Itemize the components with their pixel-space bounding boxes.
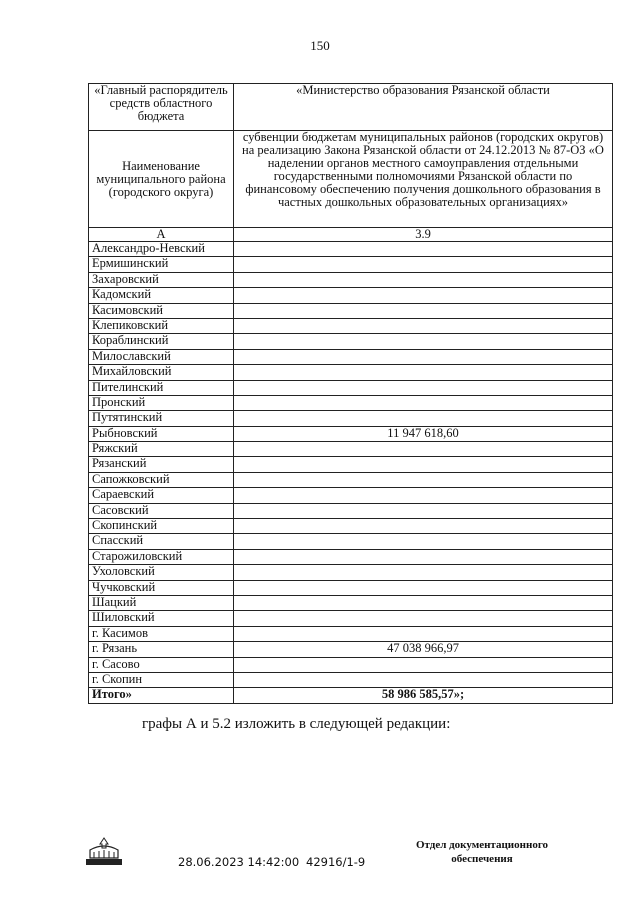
table-row: [89, 242, 613, 257]
subsidy-amount: [234, 365, 613, 380]
header-distributor-value: «Министерство образования Рязанской области: [234, 84, 613, 131]
municipality-name: Путятинский: [89, 411, 234, 426]
subsidy-amount: [234, 242, 613, 257]
municipality-name: Чучковский: [89, 580, 234, 595]
table-row: [89, 426, 613, 441]
table-row: [89, 365, 613, 380]
subsidy-amount: [234, 457, 613, 472]
subsidy-amount: [234, 503, 613, 518]
header-distributor-label: «Главный распорядитель средств областного бюджета: [89, 84, 234, 131]
municipality-name: Милославский: [89, 349, 234, 364]
total-row: [89, 688, 613, 703]
total-amount: 58 986 585,57»;: [234, 688, 613, 703]
footer-department-stamp: Отдел документационного обеспечения: [415, 839, 549, 865]
subsidy-amount: [234, 519, 613, 534]
table-row: [89, 549, 613, 564]
subsidy-amount: [234, 565, 613, 580]
subsidy-amount: [234, 395, 613, 410]
total-label: Итого»: [89, 688, 234, 703]
footer-document-code: 42916/1-9: [306, 855, 366, 869]
table-row: [89, 672, 613, 687]
municipality-name: Сараевский: [89, 488, 234, 503]
table-row: [89, 488, 613, 503]
subsidy-amount: [234, 626, 613, 641]
subsidy-amount: [234, 657, 613, 672]
budget-table: [88, 83, 613, 704]
table-row: [89, 534, 613, 549]
subsidy-amount: [234, 442, 613, 457]
municipality-name: г. Сасово: [89, 657, 234, 672]
table-row: [89, 503, 613, 518]
footer-date: 28.06.2023 14:42:00: [178, 855, 300, 869]
page-number: 150: [310, 38, 330, 53]
subsidy-amount: [234, 672, 613, 687]
subsidy-amount: [234, 318, 613, 333]
subsidy-amount: [234, 411, 613, 426]
column-letters-row: [89, 228, 613, 242]
table-row: [89, 334, 613, 349]
table-row: [89, 411, 613, 426]
table-row: [89, 565, 613, 580]
municipality-name: Рыбновский: [89, 426, 234, 441]
municipality-name: Сапожковский: [89, 472, 234, 487]
header-subsidy-description: субвенции бюджетам муниципальных районов (городских округов) на реализацию Закона Рязанской области от 24.12.2013 № 87-ОЗ «О наделении органов местного самоуправления отдельными государственными полномочиями Рязанской области по финансовому обеспечению получения дошкольного образования в частных дошкольных образовательных организациях»: [234, 131, 613, 228]
subsidy-amount: [234, 595, 613, 610]
subsidy-amount: [234, 288, 613, 303]
subsidy-amount: [234, 257, 613, 272]
amendment-note: графы А и 5.2 изложить в следующей редакции:: [142, 716, 451, 732]
table-row: [89, 657, 613, 672]
subsidy-amount: [234, 611, 613, 626]
municipality-name: Александро-Невский: [89, 242, 234, 257]
table-row: [89, 611, 613, 626]
table-row: [89, 519, 613, 534]
column-letter-a: А: [89, 228, 234, 242]
subsidy-amount: [234, 534, 613, 549]
table-row: [89, 595, 613, 610]
table-row: [89, 580, 613, 595]
municipality-name: Ряжский: [89, 442, 234, 457]
table-row: [89, 380, 613, 395]
municipality-name: Пителинский: [89, 380, 234, 395]
municipality-name: Сасовский: [89, 503, 234, 518]
municipality-name: Кадомский: [89, 288, 234, 303]
municipality-name: Кораблинский: [89, 334, 234, 349]
coat-of-arms-logo: [82, 836, 126, 868]
municipality-name: г. Скопин: [89, 672, 234, 687]
header-row-1: [89, 84, 613, 131]
municipality-name: Касимовский: [89, 303, 234, 318]
subsidy-amount: [234, 380, 613, 395]
subsidy-amount: [234, 272, 613, 287]
municipality-name: Рязанский: [89, 457, 234, 472]
subsidy-amount: [234, 303, 613, 318]
subsidy-amount: [234, 334, 613, 349]
table-row: [89, 442, 613, 457]
table-row: [89, 349, 613, 364]
municipality-name: Пронский: [89, 395, 234, 410]
column-number-3-9: 3.9: [234, 228, 613, 242]
municipality-name: Ухоловский: [89, 565, 234, 580]
table-row: [89, 272, 613, 287]
municipality-name: Спасский: [89, 534, 234, 549]
municipality-name: Скопинский: [89, 519, 234, 534]
header-municipality-label: Наименование муниципального района (городского округа): [89, 131, 234, 228]
table-row: [89, 642, 613, 657]
table-row: [89, 626, 613, 641]
municipality-name: Клепиковский: [89, 318, 234, 333]
header-row-2: [89, 131, 613, 228]
municipality-name: Ермишинский: [89, 257, 234, 272]
subsidy-amount: 11 947 618,60: [234, 426, 613, 441]
subsidy-amount: 47 038 966,97: [234, 642, 613, 657]
subsidy-amount: [234, 549, 613, 564]
municipality-name: г. Касимов: [89, 626, 234, 641]
municipality-name: Шацкий: [89, 595, 234, 610]
subsidy-amount: [234, 472, 613, 487]
table-row: [89, 288, 613, 303]
table-row: [89, 303, 613, 318]
table-row: [89, 472, 613, 487]
subsidy-amount: [234, 580, 613, 595]
municipality-name: Михайловский: [89, 365, 234, 380]
subsidy-amount: [234, 349, 613, 364]
municipality-name: г. Рязань: [89, 642, 234, 657]
municipality-name: Старожиловский: [89, 549, 234, 564]
municipality-name: Шиловский: [89, 611, 234, 626]
table-row: [89, 395, 613, 410]
municipality-name: Захаровский: [89, 272, 234, 287]
table-row: [89, 318, 613, 333]
subsidy-amount: [234, 488, 613, 503]
table-row: [89, 457, 613, 472]
table-row: [89, 257, 613, 272]
